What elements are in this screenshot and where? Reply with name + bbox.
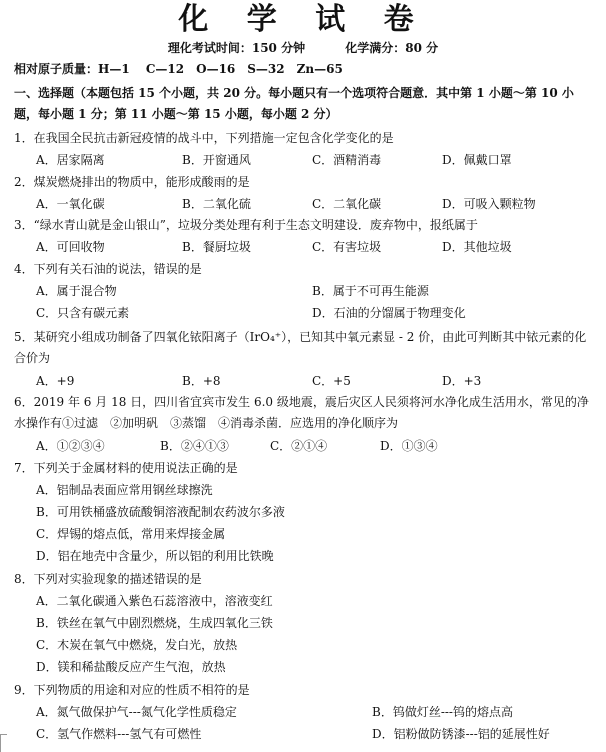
option-c: C．只含有碳元素 (36, 306, 130, 320)
option-d: D．其他垃圾 (442, 240, 512, 254)
option-c: C．+5 (312, 374, 351, 388)
question-4 (14, 261, 594, 321)
option-d: D．①③④ (380, 439, 438, 453)
atomic-mass-line: 相对原子质量：H—1 C—12 O—16 S—32 Zn—65 (14, 62, 343, 76)
question-1 (14, 130, 594, 168)
exam-score: 化学满分：80 分 (345, 41, 439, 55)
option-row (14, 726, 594, 742)
question-7 (14, 460, 594, 564)
question-9 (14, 682, 594, 742)
option-row (14, 438, 594, 454)
option-a: A．可回收物 (36, 240, 105, 254)
exam-time: 理化考试时间：150 分钟 (167, 41, 306, 55)
question-stem: 7．下列关于金属材料的使用说法正确的是 (14, 461, 238, 475)
question-8 (14, 571, 594, 675)
page-corner-mark (0, 734, 7, 752)
question-stem: 2．煤炭燃烧排出的物质中，能形成酸雨的是 (14, 175, 250, 189)
question-6 (14, 392, 594, 454)
option-b: B．餐厨垃圾 (182, 240, 251, 254)
option-row (14, 704, 594, 720)
page-title: 化 学 试 卷 (178, 2, 428, 37)
option-a: A．氮气做保护气---氮气化学性质稳定 (36, 705, 237, 719)
option-b: B．开窗通风 (182, 153, 251, 167)
option-row (14, 283, 594, 299)
option-b: B．铁丝在氧气中剧烈燃烧，生成四氧化三铁 (36, 616, 273, 630)
option-c: C．酒精消毒 (312, 153, 382, 167)
option-row (14, 152, 594, 168)
option-b: B．+8 (182, 374, 221, 388)
option-a: A．属于混合物 (36, 284, 117, 298)
exam-info (0, 40, 606, 56)
option-d: D．可吸入颗粒物 (442, 197, 536, 211)
option-c: C．氢气作燃料---氢气有可燃性 (36, 727, 202, 741)
option-row (14, 196, 594, 212)
option-a: A．居家隔离 (36, 153, 105, 167)
question-5 (14, 327, 594, 389)
option-c: C．有害垃圾 (312, 240, 382, 254)
option-d: D．镁和稀盐酸反应产生气泡，放热 (36, 660, 226, 674)
option-row (14, 373, 594, 389)
option-a: A．①②③④ (36, 439, 105, 453)
question-stem: 9．下列物质的用途和对应的性质不相符的是 (14, 683, 250, 697)
question-stem: 6．2019 年 6 月 18 日，四川省宜宾市发生 6.0 级地震，震后灾区人民须将河水净化成生活用水，常见的净水操作有①过滤 ②加明矾 ③蒸馏 ④消毒杀菌．应选用的净化顺序为 (14, 395, 589, 430)
option-d: D．+3 (442, 374, 482, 388)
option-a: A．二氧化碳通入紫色石蕊溶液中，溶液变红 (36, 594, 273, 608)
option-b: B．可用铁桶盛放硫酸铜溶液配制农药波尔多液 (36, 505, 285, 519)
option-c: C．二氧化碳 (312, 197, 382, 211)
option-b: B．属于不可再生能源 (312, 284, 429, 298)
option-row (14, 239, 594, 255)
option-b: B．钨做灯丝---钨的熔点高 (372, 705, 513, 719)
option-d: D．佩戴口罩 (442, 153, 512, 167)
question-stem: 8．下列对实验现象的描述错误的是 (14, 572, 202, 586)
question-2 (14, 174, 594, 212)
question-stem: 1．在我国全民抗击新冠疫情的战斗中，下列措施一定包含化学变化的是 (14, 131, 394, 145)
option-row (14, 305, 594, 321)
option-b: B．二氧化硫 (182, 197, 251, 211)
question-3 (14, 217, 594, 255)
option-c: C．木炭在氧气中燃烧，发白光，放热 (36, 638, 238, 652)
option-a: A．铝制品表面应常用钢丝球擦洗 (36, 483, 213, 497)
question-stem: 5．某研究小组成功制备了四氧化铱阳离子（IrO₄⁺），已知其中氧元素显 - 2 价，由此可判断其中铱元素的化合价为 (14, 330, 587, 365)
option-d: D．石油的分馏属于物理变化 (312, 306, 466, 320)
question-stem: 4．下列有关石油的说法，错误的是 (14, 262, 202, 276)
option-d: D．铝粉做防锈漆---铝的延展性好 (372, 727, 550, 741)
section-heading: 一、选择题（本题包括 15 个小题，共 20 分。每小题只有一个选项符合题意．其中第 1 小题～第 10 小题，每小题 1 分；第 11 小题～第 15 小题，每小题 2 分） (14, 86, 574, 121)
option-c: C．②①④ (270, 439, 328, 453)
option-a: A．+9 (36, 374, 75, 388)
question-stem: 3．“绿水青山就是金山银山”，垃圾分类处理有利于生态文明建设．废弃物中，报纸属于 (14, 218, 478, 232)
option-d: D．铝在地壳中含量少，所以铝的利用比铁晚 (36, 549, 274, 563)
option-c: C．焊锡的熔点低，常用来焊接金属 (36, 527, 226, 541)
option-a: A．一氧化碳 (36, 197, 105, 211)
option-b: B．②④①③ (160, 439, 229, 453)
